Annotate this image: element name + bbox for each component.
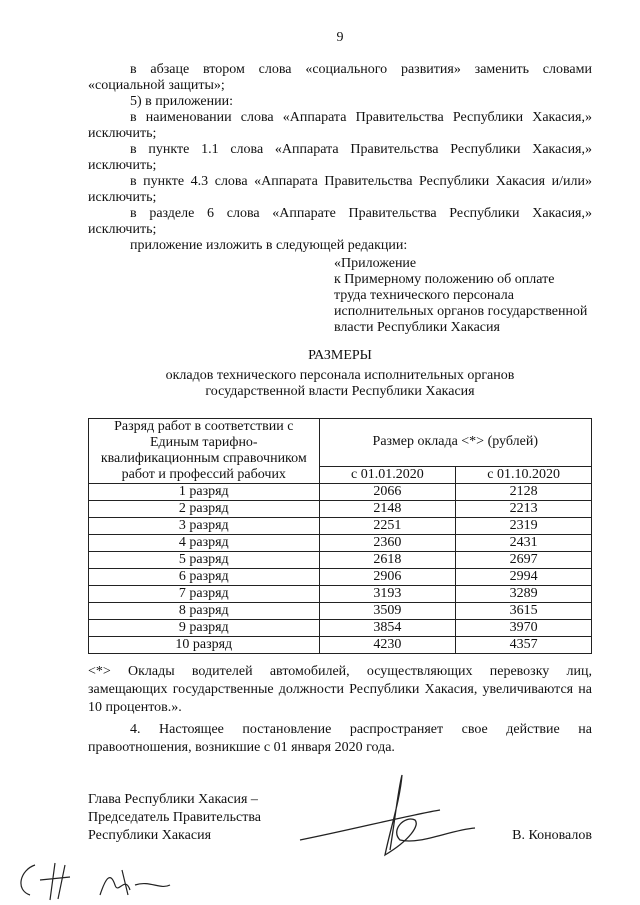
handwritten-signature xyxy=(290,770,480,870)
salary-2020-01-cell: 2360 xyxy=(319,535,456,552)
signatory-name: В. Коновалов xyxy=(512,828,592,843)
salary-2020-10-cell: 3615 xyxy=(456,603,592,620)
salary-2020-01-cell: 2906 xyxy=(319,569,456,586)
grade-cell: 1 разряд xyxy=(89,484,320,501)
body-line: в пункте 4.3 слова «Аппарата Правительства Республики Хакасия и/или» xyxy=(130,174,592,189)
salary-2020-01-cell: 3854 xyxy=(319,620,456,637)
body-line: 5) в приложении: xyxy=(130,94,233,109)
appendix-header-line: «Приложение xyxy=(334,256,417,271)
salary-2020-10-cell: 2697 xyxy=(456,552,592,569)
salary-2020-01-cell: 2251 xyxy=(319,518,456,535)
signatory-position: Глава Республики Хакасия – xyxy=(88,792,258,807)
body-line: исключить; xyxy=(88,126,157,141)
body-line: исключить; xyxy=(88,190,157,205)
salary-2020-10-cell: 2994 xyxy=(456,569,592,586)
table-row xyxy=(89,637,592,654)
salary-2020-10-cell: 3970 xyxy=(456,620,592,637)
signatory-position: Республики Хакасия xyxy=(88,828,212,843)
salary-2020-01-cell: 3193 xyxy=(319,586,456,603)
header-line: работ и профессий рабочих xyxy=(121,467,286,482)
salary-2020-01-cell: 4230 xyxy=(319,637,456,654)
grade-cell: 4 разряд xyxy=(89,535,320,552)
salary-2020-10-cell: 4357 xyxy=(456,637,592,654)
body-line: исключить; xyxy=(88,158,157,173)
header-line: квалификационным справочником xyxy=(100,451,307,466)
grade-column-header xyxy=(89,419,320,484)
signatory-position: Председатель Правительства xyxy=(88,810,261,825)
table-subtitle: государственной власти Республики Хакасия xyxy=(205,384,475,399)
table-row xyxy=(89,552,592,569)
grade-cell: 6 разряд xyxy=(89,569,320,586)
grade-cell: 2 разряд xyxy=(89,501,320,518)
body-line: в разделе 6 слова «Аппарате Правительства Республики Хакасия,» xyxy=(130,206,592,221)
appendix-header-line: исполнительных органов государственной xyxy=(334,304,588,319)
date-header: с 01.10.2020 xyxy=(456,466,592,483)
grade-cell: 8 разряд xyxy=(89,603,320,620)
table-row xyxy=(89,535,592,552)
footnote-line: <*> Оклады водителей автомобилей, осуществляющих перевозку лиц, xyxy=(88,664,592,679)
table-row xyxy=(89,484,592,501)
grade-cell: 5 разряд xyxy=(89,552,320,569)
date-header: с 01.01.2020 xyxy=(319,466,456,483)
table-row xyxy=(89,518,592,535)
salary-2020-10-cell: 2128 xyxy=(456,484,592,501)
salary-2020-01-cell: 3509 xyxy=(319,603,456,620)
grade-cell: 9 разряд xyxy=(89,620,320,637)
page-number: 9 xyxy=(336,30,344,45)
body-line: «социальной защиты»; xyxy=(88,78,225,93)
table-row xyxy=(89,586,592,603)
salary-table xyxy=(88,418,592,654)
initials-handwritten xyxy=(10,855,180,905)
table-row xyxy=(89,620,592,637)
salary-2020-10-cell: 2213 xyxy=(456,501,592,518)
salary-2020-10-cell: 3289 xyxy=(456,586,592,603)
grade-cell: 3 разряд xyxy=(89,518,320,535)
appendix-header-line: власти Республики Хакасия xyxy=(334,320,500,335)
clause-4-line: правоотношения, возникшие с 01 января 2020 года. xyxy=(88,740,395,755)
salary-2020-10-cell: 2319 xyxy=(456,518,592,535)
header-line: Разряд работ в соответствии с xyxy=(114,419,294,434)
header-line: Единым тарифно- xyxy=(149,435,258,450)
table-subtitle: окладов технического персонала исполнительных органов xyxy=(165,368,515,383)
footnote-line: замещающих государственные должности Республики Хакасия, увеличиваются на xyxy=(88,682,592,697)
table-row xyxy=(89,501,592,518)
salary-2020-10-cell: 2431 xyxy=(456,535,592,552)
appendix-header-line: труда технического персонала xyxy=(334,288,514,303)
table-row xyxy=(89,569,592,586)
body-line: приложение изложить в следующей редакции: xyxy=(130,238,408,253)
body-line: в пункте 1.1 слова «Аппарата Правительства Республики Хакасия,» xyxy=(130,142,592,157)
body-line: в наименовании слова «Аппарата Правительства Республики Хакасия,» xyxy=(130,110,592,125)
salary-2020-01-cell: 2066 xyxy=(319,484,456,501)
salary-2020-01-cell: 2618 xyxy=(319,552,456,569)
footnote-line: 10 процентов.». xyxy=(88,700,182,715)
grade-cell: 10 разряд xyxy=(89,637,320,654)
body-line: в абзаце втором слова «социального развития» заменить словами xyxy=(130,62,592,77)
grade-cell: 7 разряд xyxy=(89,586,320,603)
table-title: РАЗМЕРЫ xyxy=(308,348,372,363)
body-line: исключить; xyxy=(88,222,157,237)
appendix-header-line: к Примерному положению об оплате xyxy=(334,272,555,287)
table-row xyxy=(89,603,592,620)
salary-2020-01-cell: 2148 xyxy=(319,501,456,518)
clause-4-line: 4. Настоящее постановление распространяет свое действие на xyxy=(130,722,592,737)
salary-group-header: Размер оклада <*> (рублей) xyxy=(319,419,591,467)
